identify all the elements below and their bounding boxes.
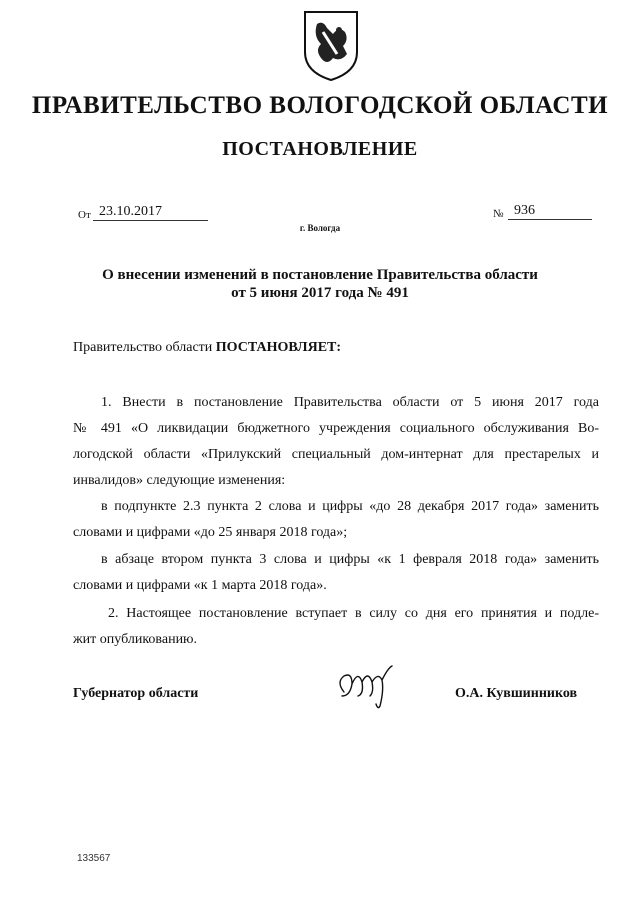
heading-line-1: О внесении изменений в постановление Правительства области xyxy=(102,267,538,283)
coat-of-arms-icon xyxy=(303,10,359,82)
document-heading xyxy=(0,266,640,302)
paragraph-2 xyxy=(73,494,599,546)
document-date: 23.10.2017 xyxy=(93,204,208,221)
paragraph-line: словами и цифрами «до 25 января 2018 года»; xyxy=(73,525,348,540)
paragraph-line: 2. Настоящее постановление вступает в силу со дня его принятия и подле- xyxy=(108,606,599,621)
paragraph-1 xyxy=(73,390,599,494)
government-title: ПРАВИТЕЛЬСТВО ВОЛОГОДСКОЙ ОБЛАСТИ xyxy=(31,92,609,119)
document-code: 133567 xyxy=(77,853,111,864)
paragraph-line: логодской области «Прилукский специальный дом-интернат для престарелых и xyxy=(73,447,599,462)
paragraph-line: 1. Внести в постановление Правительства области от 5 июня 2017 года xyxy=(101,395,599,410)
paragraph-line: в подпункте 2.3 пункта 2 слова и цифры «до 28 декабря 2017 года» заменить xyxy=(101,499,599,514)
paragraph-line: жит опубликованию. xyxy=(73,632,198,647)
document-type: ПОСТАНОВЛЕНИЕ xyxy=(222,138,418,160)
paragraph-4 xyxy=(73,601,599,653)
paragraph-line: инвалидов» следующие изменения: xyxy=(73,473,286,488)
intro-emphasis: ПОСТАНОВЛЯЕТ: xyxy=(215,340,342,355)
signer-title: Губернатор области xyxy=(73,686,199,701)
handwritten-signature-icon xyxy=(330,662,400,710)
paragraph-3 xyxy=(73,547,599,599)
number-prefix: № xyxy=(493,208,504,220)
paragraph-line: в абзаце втором пункта 3 слова и цифры «к 1 февраля 2018 года» заменить xyxy=(101,552,599,567)
paragraph-line: словами и цифрами «к 1 марта 2018 года». xyxy=(73,578,327,593)
intro-line xyxy=(73,340,341,356)
document-number: 936 xyxy=(508,203,592,220)
signer-name: О.А. Кувшинников xyxy=(455,686,578,701)
city-label: г. Вологда xyxy=(299,223,341,233)
paragraph-line: № 491 «О ликвидации бюджетного учреждения социального обслуживания Во- xyxy=(73,421,599,436)
heading-line-2: от 5 июня 2017 года № 491 xyxy=(231,285,409,301)
intro-text: Правительство области xyxy=(73,340,216,355)
date-prefix: От xyxy=(78,209,91,221)
